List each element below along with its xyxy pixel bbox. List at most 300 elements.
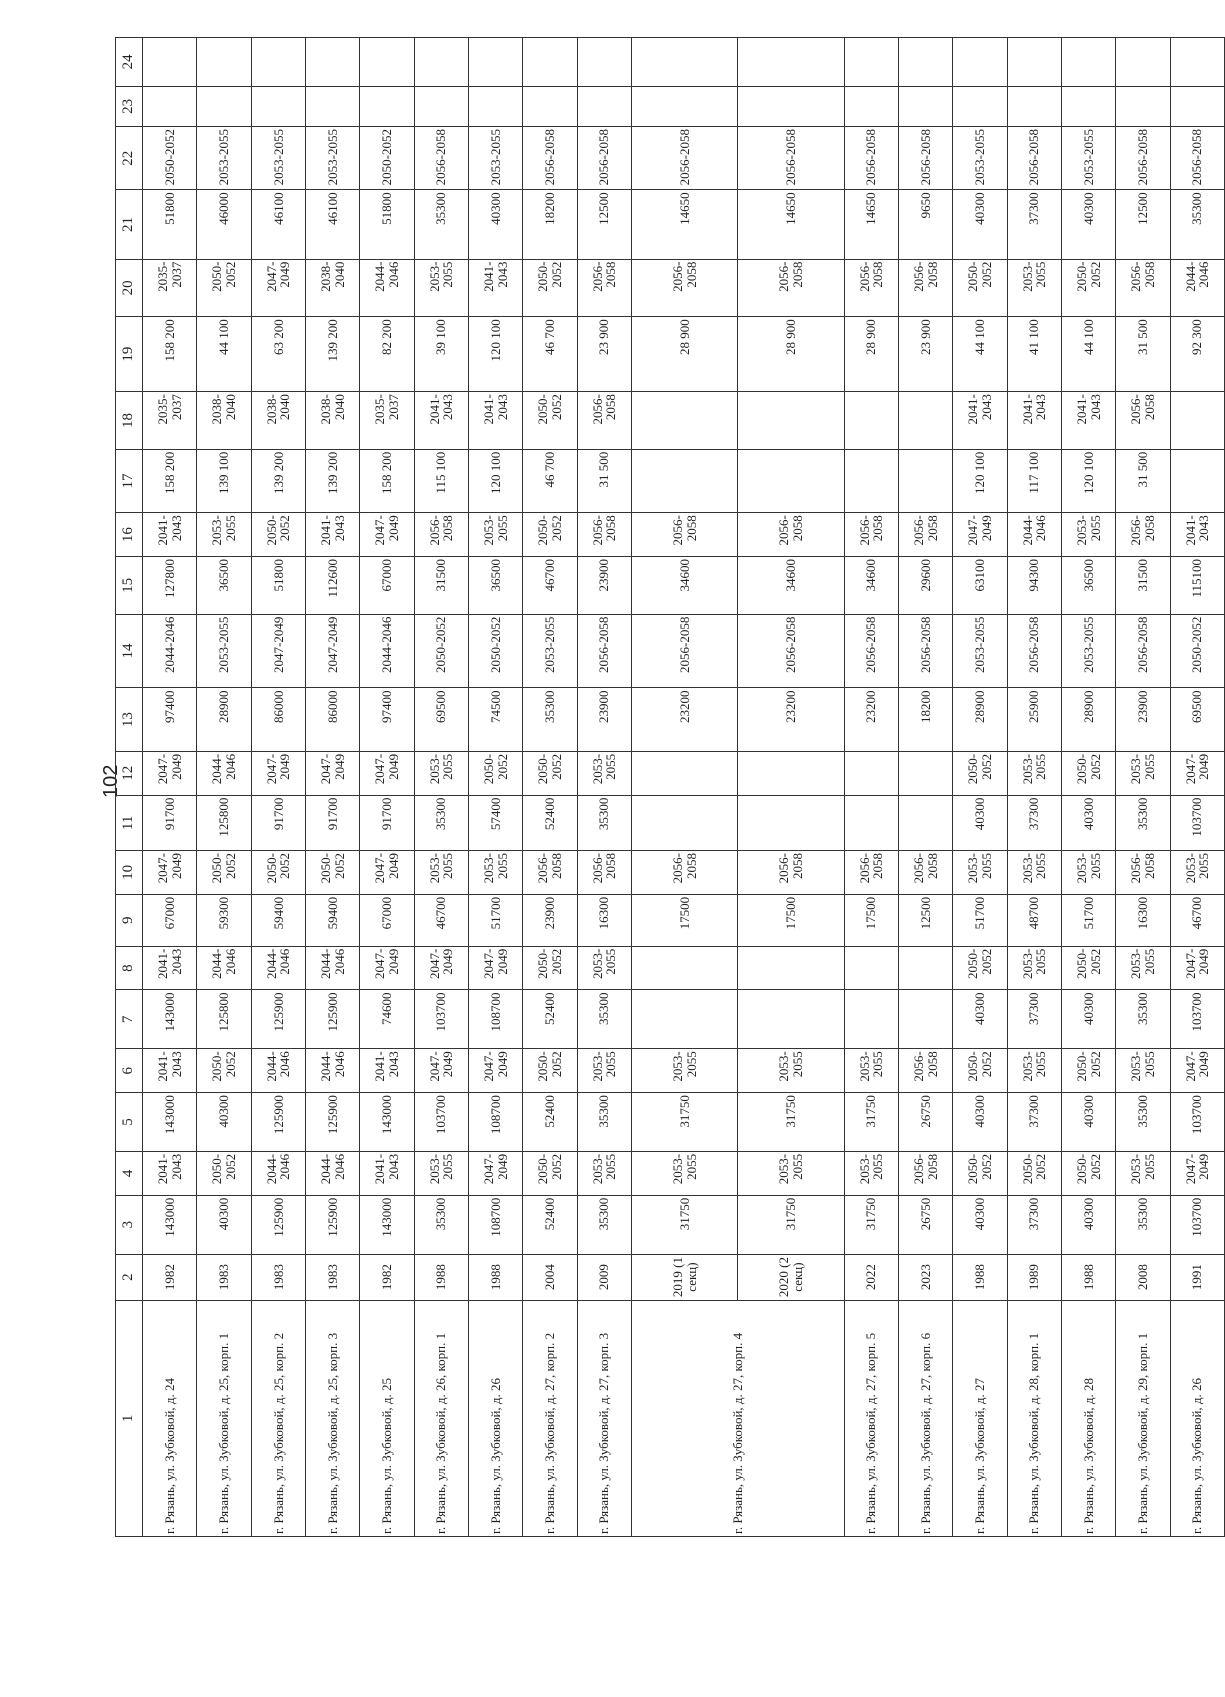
table-cell: 31750	[738, 1093, 844, 1152]
table-cell: 40300	[953, 1195, 1007, 1254]
table-cell: 2053-2055	[631, 1151, 737, 1195]
table-cell	[844, 38, 898, 87]
table-cell: 2053-2055	[844, 1151, 898, 1195]
table-cell: 9650	[898, 190, 952, 259]
table-cell: 139 200	[305, 317, 359, 392]
table-cell: 40300	[953, 190, 1007, 259]
table-cell: 2053-2055	[953, 851, 1007, 895]
table-cell: 46 700	[523, 449, 577, 512]
table-cell	[577, 38, 631, 87]
table-cell: 2056-2058	[898, 513, 952, 557]
table-cell: 46000	[197, 190, 251, 259]
table-cell: 2053-2055	[1061, 513, 1115, 557]
table-cell: 23900	[577, 557, 631, 615]
table-cell: 2053-2055	[197, 126, 251, 189]
table-cell: 40300	[953, 990, 1007, 1049]
table-cell: 14650	[844, 190, 898, 259]
table-cell: 36500	[197, 557, 251, 615]
address-cell: г. Рязань, ул. Зубковой, д. 27, корп. 2	[523, 1300, 577, 1536]
table-cell: 115100	[1170, 557, 1224, 615]
table-cell: 25900	[1007, 688, 1061, 751]
table-cell: 2050-2052	[953, 1151, 1007, 1195]
table-cell: 46700	[523, 557, 577, 615]
table-cell: 125900	[305, 1093, 359, 1152]
table-cell: 2056-2058	[898, 851, 952, 895]
table-cell: 35300	[577, 1195, 631, 1254]
table-cell	[1170, 449, 1224, 512]
table-cell: 23 900	[898, 317, 952, 392]
table-cell: 51700	[953, 894, 1007, 946]
table-cell: 17500	[738, 894, 844, 946]
table-cell: 2056-2058	[844, 614, 898, 688]
table-cell: 37300	[1007, 190, 1061, 259]
table-cell: 31750	[844, 1093, 898, 1152]
table-cell: 158 200	[143, 449, 197, 512]
table-cell: 2056-2058	[523, 126, 577, 189]
table-cell	[738, 795, 844, 850]
table-cell: 2056-2058	[1007, 126, 1061, 189]
table-cell	[1061, 38, 1115, 87]
column-header: 2	[116, 1254, 143, 1300]
table-cell: 143000	[360, 1093, 414, 1152]
table-cell: 2035-2037	[143, 392, 197, 450]
address-cell: г. Рязань, ул. Зубковой, д. 28	[1061, 1300, 1115, 1536]
table-cell: 2050-2052	[523, 751, 577, 795]
page-number: 102	[100, 764, 122, 798]
table-cell: 2044-2046	[197, 946, 251, 990]
table-cell: 31750	[738, 1195, 844, 1254]
table-cell: 2056-2058	[577, 513, 631, 557]
rotated-table-container	[115, 37, 1225, 1537]
table-cell: 2056-2058	[738, 126, 844, 189]
table-cell: 35300	[1116, 795, 1170, 850]
table-cell: 2047-2049	[305, 751, 359, 795]
table-cell: 125900	[251, 1093, 305, 1152]
table-cell: 2050-2052	[523, 946, 577, 990]
table-cell: 41 100	[1007, 317, 1061, 392]
table-cell: 51700	[468, 894, 522, 946]
table-cell: 51800	[251, 557, 305, 615]
table-cell	[251, 86, 305, 126]
table-cell: 2050-2052	[1061, 1151, 1115, 1195]
column-header: 24	[116, 38, 143, 87]
column-header: 4	[116, 1151, 143, 1195]
table-cell: 28 900	[631, 317, 737, 392]
table-cell: 2044-2046	[305, 946, 359, 990]
address-cell: г. Рязань, ул. Зубковой, д. 26, корп. 1	[414, 1300, 468, 1536]
table-cell: 103700	[414, 1093, 468, 1152]
table-cell: 57400	[468, 795, 522, 850]
address-cell: г. Рязань, ул. Зубковой, д. 27, корп. 3	[577, 1300, 631, 1536]
table-cell: 2050-2052	[523, 1049, 577, 1093]
table-cell	[251, 38, 305, 87]
table-cell: 2056-2058	[1116, 513, 1170, 557]
data-table	[115, 37, 1225, 1537]
table-cell: 16300	[1116, 894, 1170, 946]
table-cell	[468, 38, 522, 87]
table-cell: 2047-2049	[143, 751, 197, 795]
table-cell: 31500	[1116, 557, 1170, 615]
table-cell: 2053-2055	[251, 126, 305, 189]
table-row	[1170, 38, 1224, 1537]
table-row	[360, 38, 414, 1537]
column-header: 23	[116, 86, 143, 126]
table-cell	[898, 946, 952, 990]
table-cell: 2056-2058	[844, 126, 898, 189]
table-cell: 112600	[305, 557, 359, 615]
table-cell: 2053-2055	[197, 614, 251, 688]
table-cell: 12500	[1116, 190, 1170, 259]
table-cell: 2056-2058	[1116, 851, 1170, 895]
table-cell: 44 100	[953, 317, 1007, 392]
table-cell: 2056-2058	[738, 614, 844, 688]
table-cell: 2050-2052	[360, 126, 414, 189]
table-cell: 158 200	[143, 317, 197, 392]
year-cell: 1988	[468, 1254, 522, 1300]
table-cell: 2053-2055	[468, 126, 522, 189]
table-cell	[143, 38, 197, 87]
table-cell: 23200	[738, 688, 844, 751]
column-header: 3	[116, 1195, 143, 1254]
table-cell: 2050-2052	[143, 126, 197, 189]
table-cell	[898, 392, 952, 450]
table-cell: 91700	[305, 795, 359, 850]
column-header: 21	[116, 190, 143, 259]
table-cell: 108700	[468, 1093, 522, 1152]
table-cell: 2056-2058	[738, 851, 844, 895]
table-cell: 28900	[953, 688, 1007, 751]
table-cell: 2047-2049	[414, 1049, 468, 1093]
table-cell: 2050-2052	[468, 614, 522, 688]
table-cell: 51800	[143, 190, 197, 259]
table-cell	[631, 990, 737, 1049]
table-cell	[631, 795, 737, 850]
table-cell: 28 900	[844, 317, 898, 392]
column-header: 10	[116, 851, 143, 895]
table-cell: 120 100	[468, 449, 522, 512]
table-cell: 2050-2052	[953, 751, 1007, 795]
table-cell	[305, 86, 359, 126]
table-cell: 2044-2046	[251, 946, 305, 990]
year-cell: 1989	[1007, 1254, 1061, 1300]
table-cell: 2053-2055	[1007, 851, 1061, 895]
column-header: 1	[116, 1300, 143, 1536]
table-cell	[844, 392, 898, 450]
table-cell: 46100	[251, 190, 305, 259]
year-cell: 1983	[251, 1254, 305, 1300]
table-cell: 35300	[1116, 1093, 1170, 1152]
table-cell: 2044-2046	[197, 751, 251, 795]
table-cell	[738, 392, 844, 450]
table-cell: 2053-2055	[953, 126, 1007, 189]
table-cell: 2044-2046	[360, 614, 414, 688]
table-cell: 2053-2055	[414, 751, 468, 795]
table-cell: 2047-2049	[251, 259, 305, 317]
table-cell: 143000	[143, 1093, 197, 1152]
table-cell: 2056-2058	[577, 614, 631, 688]
address-cell: г. Рязань, ул. Зубковой, д. 28, корп. 1	[1007, 1300, 1061, 1536]
table-cell: 2041-2043	[360, 1151, 414, 1195]
year-cell: 2023	[898, 1254, 952, 1300]
table-cell: 2056-2058	[414, 513, 468, 557]
table-cell: 2053-2055	[468, 513, 522, 557]
table-row	[414, 38, 468, 1537]
table-cell: 2050-2052	[251, 513, 305, 557]
table-cell: 2041-2043	[468, 259, 522, 317]
table-cell: 103700	[1170, 1093, 1224, 1152]
table-cell: 2056-2058	[631, 614, 737, 688]
table-cell	[1007, 38, 1061, 87]
table-cell: 94300	[1007, 557, 1061, 615]
table-cell	[197, 38, 251, 87]
table-cell	[738, 946, 844, 990]
table-cell: 40300	[1061, 990, 1115, 1049]
table-cell: 2038-2040	[251, 392, 305, 450]
year-cell: 2009	[577, 1254, 631, 1300]
table-cell: 46 700	[523, 317, 577, 392]
table-cell: 31 500	[1116, 317, 1170, 392]
address-cell: г. Рязань, ул. Зубковой, д. 26	[468, 1300, 522, 1536]
year-cell: 1991	[1170, 1254, 1224, 1300]
table-cell: 2053-2055	[414, 259, 468, 317]
table-cell: 34600	[631, 557, 737, 615]
table-cell: 2047-2049	[360, 851, 414, 895]
table-cell: 2050-2052	[953, 946, 1007, 990]
year-cell: 2008	[1116, 1254, 1170, 1300]
table-cell: 17500	[631, 894, 737, 946]
year-cell: 1982	[143, 1254, 197, 1300]
table-cell: 74500	[468, 688, 522, 751]
table-cell: 40300	[1061, 795, 1115, 850]
table-cell: 2044-2046	[1170, 259, 1224, 317]
table-cell: 51700	[1061, 894, 1115, 946]
table-cell	[143, 86, 197, 126]
table-cell: 139 100	[197, 449, 251, 512]
table-cell: 2053-2055	[577, 1049, 631, 1093]
table-cell: 18200	[523, 190, 577, 259]
table-cell	[1007, 86, 1061, 126]
table-cell: 2053-2055	[414, 1151, 468, 1195]
table-cell: 26750	[898, 1093, 952, 1152]
table-cell: 2044-2046	[305, 1049, 359, 1093]
table-cell	[898, 751, 952, 795]
table-cell: 2047-2049	[468, 946, 522, 990]
table-cell: 2056-2058	[738, 513, 844, 557]
table-cell: 35300	[1116, 1195, 1170, 1254]
column-header: 15	[116, 557, 143, 615]
table-cell: 35300	[1170, 190, 1224, 259]
table-cell: 34600	[738, 557, 844, 615]
address-cell: г. Рязань, ул. Зубковой, д. 25, корп. 3	[305, 1300, 359, 1536]
table-cell: 2053-2055	[523, 614, 577, 688]
table-cell: 2053-2055	[1061, 614, 1115, 688]
table-cell: 2056-2058	[631, 513, 737, 557]
table-cell: 2056-2058	[844, 259, 898, 317]
table-cell: 59400	[305, 894, 359, 946]
table-cell: 23 900	[577, 317, 631, 392]
table-cell: 16300	[577, 894, 631, 946]
table-cell: 2041-2043	[414, 392, 468, 450]
table-cell: 35300	[577, 990, 631, 1049]
table-cell: 2050-2052	[523, 1151, 577, 1195]
table-cell: 143000	[143, 990, 197, 1049]
table-cell: 2056-2058	[1116, 392, 1170, 450]
table-cell: 2053-2055	[1116, 946, 1170, 990]
table-cell: 2053-2055	[844, 1049, 898, 1093]
table-cell: 67000	[143, 894, 197, 946]
table-cell	[898, 38, 952, 87]
table-cell: 120 100	[468, 317, 522, 392]
column-header: 13	[116, 688, 143, 751]
table-cell: 59400	[251, 894, 305, 946]
year-cell: 1983	[305, 1254, 359, 1300]
table-cell: 2047-2049	[305, 614, 359, 688]
table-cell: 48700	[1007, 894, 1061, 946]
table-cell: 40300	[1061, 1195, 1115, 1254]
table-cell: 2050-2052	[251, 851, 305, 895]
table-cell: 2056-2058	[631, 851, 737, 895]
table-cell: 40300	[953, 795, 1007, 850]
table-cell: 2056-2058	[844, 851, 898, 895]
table-cell: 63100	[953, 557, 1007, 615]
table-cell: 2041-2043	[305, 513, 359, 557]
table-cell: 2035-2037	[143, 259, 197, 317]
table-cell: 2041-2043	[1007, 392, 1061, 450]
table-cell: 28900	[1061, 688, 1115, 751]
table-cell: 2041-2043	[143, 1049, 197, 1093]
table-cell: 35300	[577, 1093, 631, 1152]
table-cell: 2047-2049	[1170, 946, 1224, 990]
table-row	[1007, 38, 1061, 1537]
column-header: 9	[116, 894, 143, 946]
table-cell: 143000	[143, 1195, 197, 1254]
table-cell: 69500	[414, 688, 468, 751]
table-cell: 120 100	[1061, 449, 1115, 512]
table-row	[143, 38, 197, 1537]
table-cell: 143000	[360, 1195, 414, 1254]
table-cell: 14650	[631, 190, 737, 259]
table-cell: 2050-2052	[468, 751, 522, 795]
table-cell: 37300	[1007, 795, 1061, 850]
table-row	[251, 38, 305, 1537]
year-cell: 1988	[953, 1254, 1007, 1300]
table-cell: 63 200	[251, 317, 305, 392]
table-cell: 2035-2037	[360, 392, 414, 450]
table-cell: 44 100	[197, 317, 251, 392]
table-cell: 2047-2049	[360, 946, 414, 990]
table-cell: 139 200	[251, 449, 305, 512]
table-cell: 35300	[1116, 990, 1170, 1049]
table-cell: 2047-2049	[360, 513, 414, 557]
table-cell: 37300	[1007, 1195, 1061, 1254]
table-cell	[738, 38, 844, 87]
table-cell	[1116, 86, 1170, 126]
table-cell: 2050-2052	[523, 392, 577, 450]
address-cell: г. Рязань, ул. Зубковой, д. 27, корп. 6	[898, 1300, 952, 1536]
table-row	[305, 38, 359, 1537]
table-cell: 2056-2058	[1116, 259, 1170, 317]
table-cell: 2044-2046	[305, 1151, 359, 1195]
table-row	[577, 38, 631, 1537]
table-cell	[631, 946, 737, 990]
table-cell: 2047-2049	[468, 1151, 522, 1195]
table-cell: 108700	[468, 990, 522, 1049]
table-cell	[844, 946, 898, 990]
table-cell: 2056-2058	[1007, 614, 1061, 688]
table-cell: 35300	[577, 795, 631, 850]
table-cell: 40300	[1061, 1093, 1115, 1152]
year-cell: 2004	[523, 1254, 577, 1300]
table-cell: 34600	[844, 557, 898, 615]
table-cell: 40300	[953, 1093, 1007, 1152]
table-row	[631, 38, 737, 1537]
table-cell: 2047-2049	[251, 614, 305, 688]
table-cell: 23900	[1116, 688, 1170, 751]
table-cell: 2056-2058	[577, 126, 631, 189]
table-cell: 2053-2055	[577, 1151, 631, 1195]
table-cell: 2044-2046	[1007, 513, 1061, 557]
table-cell: 2056-2058	[898, 614, 952, 688]
table-cell: 31750	[631, 1195, 737, 1254]
table-cell: 2053-2055	[1170, 851, 1224, 895]
table-cell: 69500	[1170, 688, 1224, 751]
table-cell: 67000	[360, 894, 414, 946]
column-header: 5	[116, 1093, 143, 1152]
table-cell: 2050-2052	[523, 513, 577, 557]
table-row	[468, 38, 522, 1537]
table-cell: 92 300	[1170, 317, 1224, 392]
table-cell: 2056-2058	[1116, 614, 1170, 688]
table-cell: 23900	[577, 688, 631, 751]
table-cell: 52400	[523, 990, 577, 1049]
address-cell: г. Рязань, ул. Зубковой, д. 27, корп. 5	[844, 1300, 898, 1536]
table-cell: 35300	[414, 190, 468, 259]
table-cell: 46700	[414, 894, 468, 946]
table-cell: 117 100	[1007, 449, 1061, 512]
table-cell: 2053-2055	[1116, 751, 1170, 795]
table-cell: 2050-2052	[1061, 946, 1115, 990]
table-cell: 2053-2055	[577, 946, 631, 990]
table-cell: 2056-2058	[898, 1049, 952, 1093]
table-cell	[953, 38, 1007, 87]
address-cell: г. Рязань, ул. Зубковой, д. 27	[953, 1300, 1007, 1536]
table-cell: 46100	[305, 190, 359, 259]
year-cell: 1988	[1061, 1254, 1115, 1300]
table-cell: 115 100	[414, 449, 468, 512]
column-header: 6	[116, 1049, 143, 1093]
header-row	[116, 38, 143, 1537]
table-cell: 2056-2058	[577, 259, 631, 317]
table-cell: 40300	[468, 190, 522, 259]
table-cell	[898, 795, 952, 850]
table-cell: 29600	[898, 557, 952, 615]
table-cell: 2050-2052	[523, 259, 577, 317]
table-cell	[631, 392, 737, 450]
table-cell: 40300	[197, 1093, 251, 1152]
table-cell: 125900	[305, 1195, 359, 1254]
table-cell: 2056-2058	[631, 126, 737, 189]
table-cell: 91700	[143, 795, 197, 850]
table-cell: 127800	[143, 557, 197, 615]
table-cell: 40300	[197, 1195, 251, 1254]
table-cell: 2038-2040	[305, 392, 359, 450]
table-cell	[953, 86, 1007, 126]
table-cell: 2056-2058	[898, 259, 952, 317]
table-cell	[844, 990, 898, 1049]
table-cell: 2053-2055	[1116, 1151, 1170, 1195]
column-header: 20	[116, 259, 143, 317]
table-row	[953, 38, 1007, 1537]
